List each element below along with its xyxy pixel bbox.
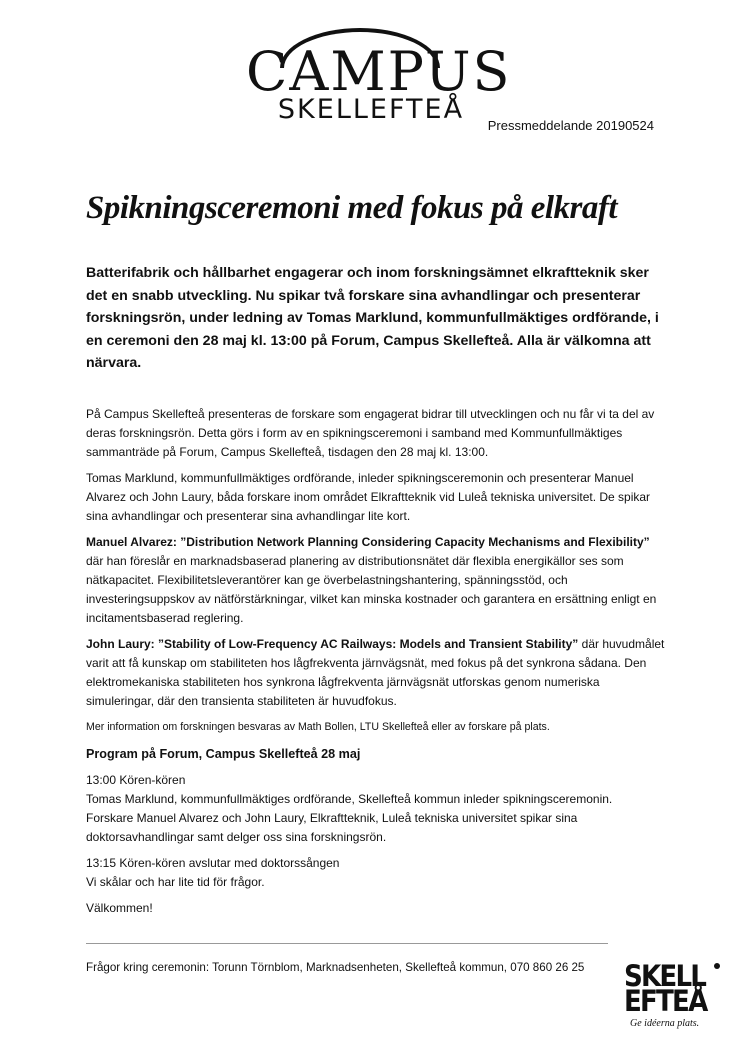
thesis-title-laury: John Laury: ”Stability of Low-Frequency AC Railways: Models and Transient Stability” xyxy=(86,637,579,651)
more-info-paragraph: Mer information om forskningen besvaras av Math Bollen, LTU Skellefteå eller av forskare på plats. xyxy=(86,721,550,733)
program-heading: Program på Forum, Campus Skellefteå 28 maj xyxy=(86,747,361,761)
body-paragraph-3 xyxy=(86,533,666,628)
program-item-2-time: 13:15 Kören-kören avslutar med doktorssången xyxy=(86,856,340,870)
program-item-1-researchers: Forskare Manuel Alvarez och John Laury, Elkraftteknik, Luleå tekniska universitet spikar sina doktorsavhandlingar samt delger oss sina forskningsrön. xyxy=(86,811,578,844)
press-release-date: Pressmeddelande 20190524 xyxy=(487,118,654,133)
lead-paragraph: Batterifabrik och hållbarhet engagerar och inom forskningsämnet elkraftteknik sker det en snabb utveckling. Nu spikar två forskare sina avhandlingar och presenterar forskningsrön, under ledning av Tomas Marklund, kommunfullmäktiges ordförande, i en ceremoni den 28 maj kl. 13:00 på Forum, Campus Skellefteå. Alla är välkomna att närvara. xyxy=(86,265,659,372)
researcher-name-alvarez: Manuel Alvarez xyxy=(86,535,173,549)
program-item-2-note: Vi skålar och har lite tid för frågor. xyxy=(86,875,265,889)
footer-contact: Frågor kring ceremonin: Torunn Törnblom, Marknadsenheten, Skellefteå kommun, 070 860 26 25 xyxy=(86,961,585,974)
program-item-2 xyxy=(86,854,666,892)
logo-tagline: Ge idéerna plats. xyxy=(630,1018,700,1029)
page-title: Spikningsceremoni med fokus på elkraft xyxy=(86,190,618,226)
body-paragraph-4 xyxy=(86,635,666,711)
thesis-title-alvarez: : ”Distribution Network Planning Considering Capacity Mechanisms and Flexibility” xyxy=(172,535,650,549)
closing-text: Välkommen! xyxy=(86,901,153,915)
program-item-1-opening: Tomas Marklund, kommunfullmäktiges ordförande, Skellefteå kommun inleder spikningsceremonin. xyxy=(86,792,613,806)
skelleftea-kommun-logo xyxy=(624,959,724,1033)
logo-word-line-2: EFTEÅ xyxy=(624,984,707,1018)
logo-campus-text: CAMPUS xyxy=(246,40,512,103)
footer-divider xyxy=(86,943,608,944)
program-item-1 xyxy=(86,771,666,847)
body-paragraph-1: På Campus Skellefteå presenteras de forskare som engagerat bidrar till utvecklingen och nu får vi ta del av deras forskningsrön. Detta görs i form av en spikningsceremoni i samband med Kommunfullmäktiges sammanträde på Forum, Campus Skellefteå, tisdagen den 28 maj kl. 13:00. xyxy=(86,407,655,459)
thesis-description-alvarez: där han föreslår en marknadsbaserad planering av distributionsnätet där flexibla energikällor ses som nätkapacitet. Flexibilitetsleverantörer kan ge överbelastningshantering, spänningsstöd, och investeringsuppskov av nätförstärkningar, vilket kan minska kostnader och garantera en ersättning enligt en incitamentsbaserad reglering. xyxy=(86,554,657,625)
logo-dot xyxy=(714,963,720,969)
campus-skelleftea-logo xyxy=(246,28,512,128)
body-paragraph-2: Tomas Marklund, kommunfullmäktiges ordförande, inleder spikningsceremonin och presenterar Manuel Alvarez och John Laury, båda forskare inom området Elkraftteknik vid Luleå tekniska universitet. De spikar sina avhandlingar och presenterar sina avhandlingar lite kort. xyxy=(86,471,651,523)
program-item-1-time: 13:00 Kören-kören xyxy=(86,773,186,787)
thesis-description-laury: där huvudmålet varit att få kunskap om stabiliteten hos lågfrekventa järnvägsnät, med fokus på det synkrona sådana. Den elektromekaniska stabiliteten hos synkrona lågfrekventa järnvägsnät utforskas genom numeriska simuleringar, där den transienta stabiliteten är huvudfokus. xyxy=(86,637,665,708)
article-body xyxy=(86,405,666,925)
logo-word-line-1: SKELL xyxy=(624,959,706,993)
logo-skelleftea-text: SKELLEFTEÅ xyxy=(277,94,465,125)
